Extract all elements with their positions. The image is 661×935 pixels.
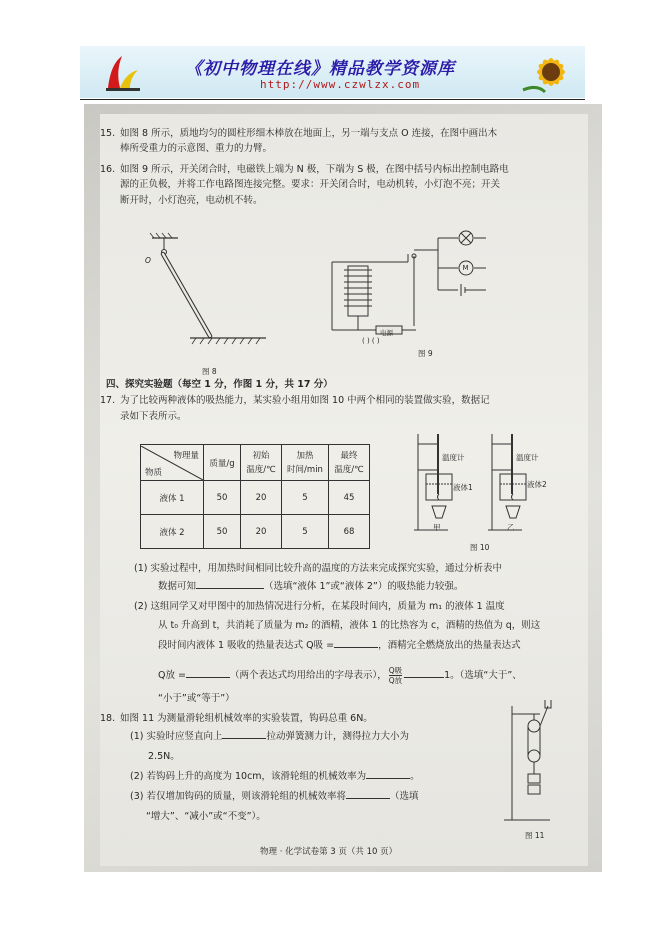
q18-p1-force: 2.5N。 [148,751,180,762]
q18-p3-line: (3) 若仅增加钩码的质量，则该滑轮组的机械效率将 （选填 [130,791,419,802]
q17-p2-line-1: (2) 这组同学又对甲图中的加热情况进行分析，在某段时间内，质量为 m₁ 的液体 1 温度 [134,601,505,612]
figure-9-caption: 图 9 [418,349,433,358]
q18-p1-line: (1) 实验时应竖直向上 拉动弹簧测力计，测得拉力大小为 [130,731,409,742]
q18-line-1: 如图 11 为测量滑轮组机械效率的实验装置，钩码总重 6N。 [120,713,373,724]
figure-10-label-jia: 甲 [433,523,441,532]
q18-number: 18. [100,713,116,724]
exam-paper [100,114,588,866]
figure-11-pulley-apparatus [500,700,570,824]
figure-8-rod-diagram [138,230,278,350]
figure-9-circuit-diagram [318,230,488,350]
section-4-title: 四、探究实验题（每空 1 分，作图 1 分，共 17 分） [106,379,333,390]
banner-title: 《初中物理在线》精品教学资源库 [185,59,455,79]
q16-number: 16. [100,164,116,175]
corner-top-label: 物理量 [173,450,199,461]
q18-p2-line: (2) 若钩码上升的高度为 10cm，该滑轮组的机械效率为 。 [130,771,420,782]
q15-line-2: 棒所受重力的示意图、重力的力臂。 [120,143,273,154]
q17-p1-answer-blank[interactable] [196,588,264,589]
q15-line-1: 如图 8 所示，质地均匀的圆柱形细木棒放在地面上，另一端与支点 O 连接，在图中画出木 [120,128,498,139]
q16-line-2: 源的正负极，并将工作电路图连接完整。要求：开关闭合时，电动机转，小灯泡不亮；开关 [120,179,501,190]
q18-change-blank[interactable] [346,798,390,799]
power-polarity-brackets: ( ) ( ) [362,337,380,345]
thermometer-label-a: 温度计 [442,453,465,462]
q17-p2-line-4: Q放 = （两个表达式均用给出的字母表示）， Q吸 Q放 1。（选填“大于”、 [158,666,522,685]
header-initial-temp: 初始 温度/℃ [241,445,282,481]
q17-line-1: 为了比较两种液体的吸热能力，某实验小组用如图 10 中两个相同的装置做实验，数据记 [120,395,490,406]
motor-label: M [462,264,469,272]
q16-line-3: 断开时，小灯泡亮，电动机不转。 [120,195,263,206]
site-banner [80,46,585,98]
q18-direction-blank[interactable] [222,738,266,739]
figure-10-label-yi: 乙 [507,523,515,532]
sunflower-icon [521,50,581,96]
q17-p1-line-2: 数据可知 （选填“液体 1”或“液体 2”）的吸热能力较强。 [158,581,464,592]
q17-ratio-fraction: Q吸 Q放 [388,666,403,685]
q18-efficiency-blank[interactable] [366,778,410,779]
q17-heat-released-blank[interactable] [186,677,230,678]
table-row: 液体 1 50 20 5 45 [141,481,370,515]
exam-photo [84,104,602,872]
figure-8-caption: 图 8 [202,367,217,376]
banner-url[interactable]: http://www.czwlzx.com [260,78,421,91]
q17-p2-line-5: “小于”或“等于”） [158,693,235,704]
figure-10-caption: 图 10 [470,543,490,552]
thermometer-label-b: 温度计 [516,453,539,462]
q17-number: 17. [100,395,116,406]
site-logo-icon [100,50,144,94]
figure-11-caption: 图 11 [525,831,545,840]
q17-p1-line-1: (1) 实验过程中，用加热时间相同比较升高的温度的方法来完成探究实验，通过分析表中 [134,563,502,574]
liquid-1-label: 液体1 [453,483,473,492]
liquid-2-label: 液体2 [527,480,547,489]
corner-bottom-label: 物质 [145,467,163,478]
q16-line-1: 如图 9 所示，开关闭合时，电磁铁上端为 N 极，下端为 S 极，在图中括号内标出控制电路电 [120,164,509,175]
q17-p2-line-3: 段时间内液体 1 吸收的热量表达式 Q吸 = ，酒精完全燃烧放出的热量表达式 [158,640,521,651]
pivot-label-o: O [145,256,151,265]
header-final-temp: 最终 温度/℃ [329,445,370,481]
page-footer: 物理 · 化学试卷第 3 页（共 10 页） [260,847,398,857]
header-heating-time: 加热 时间/min [282,445,329,481]
q17-heat-absorbed-blank[interactable] [334,647,378,648]
q17-data-table [140,444,370,549]
power-source-label: 电源 [380,329,393,337]
q15-number: 15. [100,128,116,139]
banner-divider [80,99,585,100]
q17-p2-line-2: 从 t₀ 升高到 t，共消耗了质量为 m₂ 的酒精，液体 1 的比热容为 c，酒精的热值为 q，则这 [158,620,541,631]
table-row: 液体 2 50 20 5 68 [141,515,370,549]
q18-p3-options: “增大”、“减小”或“不变”）。 [146,811,266,822]
q17-line-2: 录如下表所示。 [120,411,187,422]
table-corner-cell [141,445,204,481]
q17-ratio-blank[interactable] [404,677,444,678]
header-mass: 质量/g [204,445,241,481]
